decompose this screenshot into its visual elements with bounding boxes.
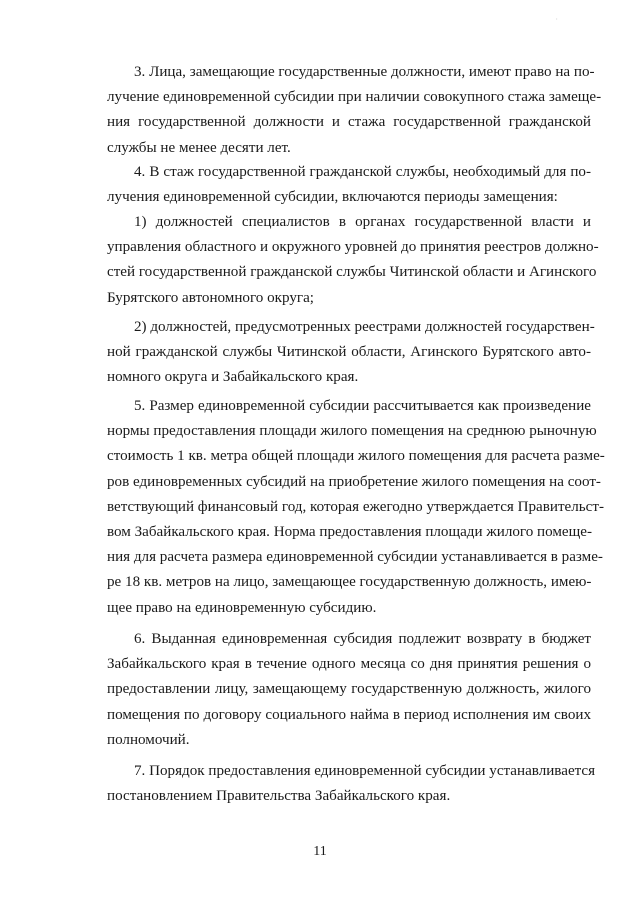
paragraph-line: полномочий.	[107, 731, 190, 748]
paragraph-line: номного округа и Забайкальского края.	[107, 369, 359, 386]
paragraph-line: ветствующий финансовый год, которая ежегодно утверждается Правительст-	[107, 498, 604, 515]
paragraph-line: ной гражданской службы Читинской области, Агинского Бурятского авто-	[107, 344, 591, 361]
paragraph-line: ров единовременных субсидий на приобретение жилого помещения на соот-	[107, 473, 601, 490]
paragraph-item-2	[107, 315, 595, 391]
paragraph-line: нормы предоставления площади жилого помещения на среднюю рыночную	[107, 423, 597, 440]
scan-corner-mark: ·	[555, 15, 558, 24]
paragraph-line: 1) должностей специалистов в органах государственной власти и	[134, 214, 591, 230]
paragraph-line: постановлением Правительства Забайкальского края.	[107, 788, 451, 805]
paragraph-line: Бурятского автономного округа;	[107, 289, 314, 306]
paragraph-line: 7. Порядок предоставления единовременной субсидии устанавливается	[134, 763, 596, 779]
paragraph-line: стоимость 1 кв. метра общей площади жилого помещения для расчета разме-	[107, 448, 605, 465]
paragraph-line: щее право на единовременную субсидию.	[107, 599, 377, 616]
paragraph-line: лучения единовременной субсидии, включаются периоды замещения:	[107, 189, 558, 206]
paragraph-line: Забайкальского края в течение одного месяца со дня принятия решения о	[107, 656, 591, 673]
paragraph-line: 6. Выданная единовременная субсидия подлежит возврату в бюджет	[134, 631, 591, 647]
paragraph-3-lump-sum-eligibility	[107, 60, 602, 161]
page-number: 11	[313, 844, 327, 859]
paragraph-line: службы не менее десяти лет.	[107, 139, 291, 156]
paragraph-line: помещения по договору социального найма в период исполнения им своих	[107, 706, 591, 723]
paragraph-line: ре 18 кв. метров на лицо, замещающее государственную должность, имею-	[107, 574, 592, 591]
paragraph-line: предоставлении лицу, замещающему государственную должность, жилого	[107, 681, 591, 698]
paragraph-line: 2) должностей, предусмотренных реестрами должностей государствен-	[134, 319, 595, 335]
paragraph-line: стей государственной гражданской службы Читинской области и Агинского	[107, 264, 597, 281]
paragraph-line: вом Забайкальского края. Норма предоставления площади жилого помеще-	[107, 523, 592, 540]
paragraph-line: ния государственной должности и стажа государственной гражданской	[107, 114, 591, 131]
paragraph-line: управления областного и окружного уровней до принятия реестров должно-	[107, 239, 599, 256]
paragraph-7-procedure	[107, 759, 596, 809]
paragraph-4-service-periods	[107, 160, 591, 210]
paragraph-5-subsidy-amount	[107, 394, 605, 621]
paragraph-line: 4. В стаж государственной гражданской службы, необходимый для по-	[134, 164, 591, 180]
paragraph-line: 3. Лица, замещающие государственные должности, имеют право на по-	[134, 64, 595, 80]
paragraph-line: 5. Размер единовременной субсидии рассчитывается как произведение	[134, 398, 591, 414]
paragraph-line: ния для расчета размера единовременной субсидии устанавливается в разме-	[107, 549, 603, 566]
paragraph-line: лучение единовременной субсидии при наличии совокупного стажа замеще-	[107, 89, 602, 106]
paragraph-6-subsidy-return	[107, 627, 591, 753]
paragraph-item-1	[107, 210, 599, 311]
